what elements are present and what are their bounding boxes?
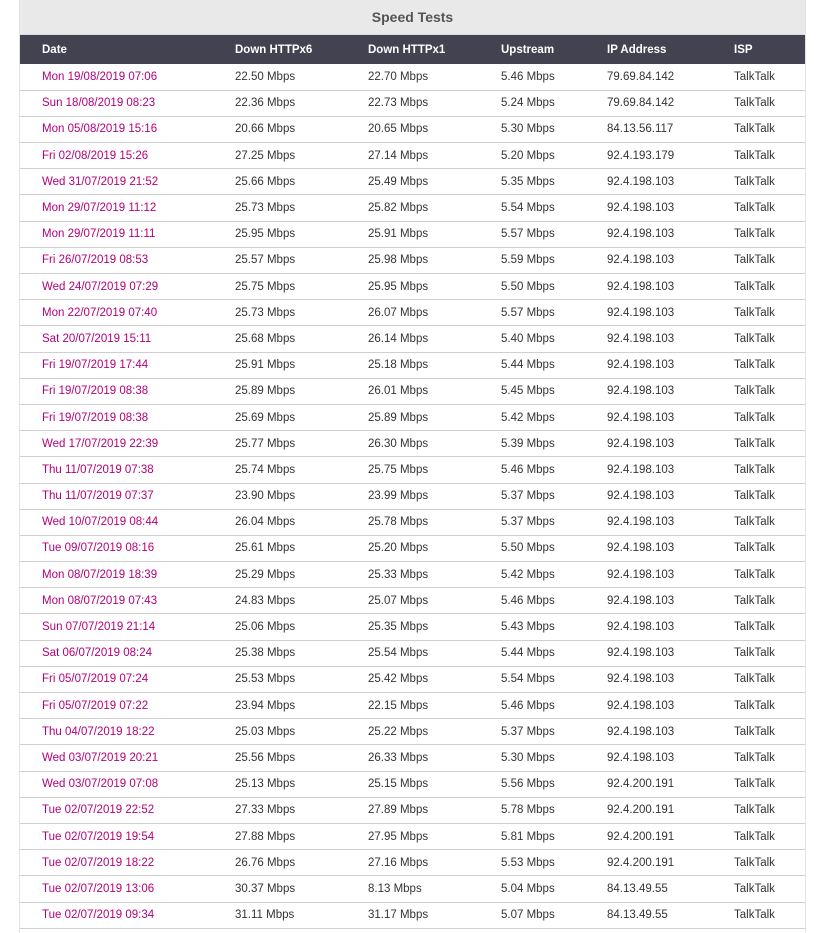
ip-address-cell: 92.4.198.103 (607, 457, 734, 483)
isp-cell: TalkTalk (734, 352, 806, 378)
isp-cell: TalkTalk (734, 693, 806, 719)
date-cell[interactable]: Tue 02/07/2019 19:54 (20, 823, 235, 849)
upstream-cell: 5.44 Mbps (501, 352, 607, 378)
down-httpx1-cell: 25.07 Mbps (368, 588, 501, 614)
ip-address-cell: 84.13.56.117 (607, 116, 734, 142)
down-httpx1-cell: 25.78 Mbps (368, 509, 501, 535)
table-row (20, 614, 806, 640)
upstream-cell: 5.81 Mbps (501, 823, 607, 849)
date-cell[interactable]: Tue 09/07/2019 08:16 (20, 535, 235, 561)
isp-cell: TalkTalk (734, 483, 806, 509)
date-cell[interactable]: Tue 02/07/2019 13:06 (20, 876, 235, 902)
upstream-cell: 5.04 Mbps (501, 876, 607, 902)
down-httpx6-cell: 25.03 Mbps (235, 719, 368, 745)
date-cell[interactable]: Fri 19/07/2019 17:44 (20, 352, 235, 378)
speed-tests-panel (19, 0, 806, 933)
ip-address-cell: 92.4.198.103 (607, 195, 734, 221)
down-httpx1-cell: 27.16 Mbps (368, 850, 501, 876)
down-httpx6-cell: 25.38 Mbps (235, 640, 368, 666)
ip-address-cell: 92.4.198.103 (607, 483, 734, 509)
ip-address-cell: 92.4.198.103 (607, 509, 734, 535)
isp-cell: TalkTalk (734, 431, 806, 457)
down-httpx1-cell: 25.54 Mbps (368, 640, 501, 666)
table-row (20, 483, 806, 509)
ip-address-cell: 79.69.84.142 (607, 64, 734, 90)
ip-address-cell: 92.4.198.103 (607, 221, 734, 247)
ip-address-cell: 92.4.200.191 (607, 823, 734, 849)
ip-address-cell: 92.4.198.103 (607, 588, 734, 614)
upstream-cell: 5.42 Mbps (501, 404, 607, 430)
isp-cell: TalkTalk (734, 221, 806, 247)
ip-address-cell: 92.4.198.103 (607, 614, 734, 640)
down-httpx6-cell: 25.68 Mbps (235, 326, 368, 352)
date-cell[interactable]: Sun 07/07/2019 21:14 (20, 614, 235, 640)
table-row (20, 195, 806, 221)
table-row (20, 169, 806, 195)
isp-cell: TalkTalk (734, 378, 806, 404)
down-httpx1-cell: 27.14 Mbps (368, 143, 501, 169)
upstream-cell: 5.43 Mbps (501, 614, 607, 640)
date-cell[interactable]: Mon 29/07/2019 11:12 (20, 195, 235, 221)
ip-address-cell: 92.4.198.103 (607, 745, 734, 771)
isp-cell: TalkTalk (734, 902, 806, 928)
table-row (20, 116, 806, 142)
down-httpx6-cell: 31.11 Mbps (235, 902, 368, 928)
down-httpx1-cell: 22.73 Mbps (368, 90, 501, 116)
date-cell[interactable]: Wed 24/07/2019 07:29 (20, 274, 235, 300)
down-httpx6-cell: 27.88 Mbps (235, 823, 368, 849)
down-httpx1-cell: 31.17 Mbps (368, 902, 501, 928)
date-cell[interactable]: Sat 20/07/2019 15:11 (20, 326, 235, 352)
upstream-cell: 5.54 Mbps (501, 666, 607, 692)
upstream-cell: 5.37 Mbps (501, 509, 607, 535)
ip-address-cell: 92.4.198.103 (607, 562, 734, 588)
down-httpx6-cell: 23.90 Mbps (235, 483, 368, 509)
ip-address-cell: 92.4.198.103 (607, 352, 734, 378)
date-cell[interactable]: Mon 08/07/2019 18:39 (20, 562, 235, 588)
table-row (20, 876, 806, 902)
table-header-row (20, 35, 806, 64)
down-httpx6-cell: 25.91 Mbps (235, 352, 368, 378)
upstream-cell: 5.59 Mbps (501, 247, 607, 273)
ip-address-cell: 92.4.198.103 (607, 300, 734, 326)
down-httpx1-cell: 26.01 Mbps (368, 378, 501, 404)
down-httpx6-cell: 27.33 Mbps (235, 797, 368, 823)
down-httpx6-cell: 25.95 Mbps (235, 221, 368, 247)
down-httpx1-cell: 25.82 Mbps (368, 195, 501, 221)
date-cell[interactable]: Tue 02/07/2019 18:22 (20, 850, 235, 876)
down-httpx1-cell: 25.95 Mbps (368, 274, 501, 300)
isp-cell: TalkTalk (734, 195, 806, 221)
down-httpx6-cell: 25.06 Mbps (235, 614, 368, 640)
table-row (20, 300, 806, 326)
isp-cell: TalkTalk (734, 457, 806, 483)
isp-cell: TalkTalk (734, 64, 806, 90)
down-httpx1-cell: 26.33 Mbps (368, 745, 501, 771)
table-row (20, 457, 806, 483)
column-header-upstream[interactable]: Upstream (501, 43, 555, 56)
table-row (20, 823, 806, 849)
date-cell[interactable]: Tue 02/07/2019 22:52 (20, 797, 235, 823)
table-row (20, 850, 806, 876)
upstream-cell: 5.50 Mbps (501, 535, 607, 561)
down-httpx1-cell: 23.99 Mbps (368, 483, 501, 509)
upstream-cell: 5.24 Mbps (501, 90, 607, 116)
ip-address-cell: 92.4.198.103 (607, 247, 734, 273)
isp-cell: TalkTalk (734, 90, 806, 116)
down-httpx1-cell: 25.42 Mbps (368, 666, 501, 692)
down-httpx6-cell: 30.37 Mbps (235, 876, 368, 902)
date-cell[interactable]: Thu 11/07/2019 07:38 (20, 457, 235, 483)
upstream-cell: 5.54 Mbps (501, 195, 607, 221)
upstream-cell: 5.35 Mbps (501, 169, 607, 195)
date-cell[interactable]: Tue 02/07/2019 09:34 (20, 902, 235, 928)
isp-cell: TalkTalk (734, 640, 806, 666)
table-row (20, 693, 806, 719)
table-row (20, 247, 806, 273)
date-cell[interactable]: Wed 17/07/2019 22:39 (20, 431, 235, 457)
down-httpx1-cell: 27.95 Mbps (368, 823, 501, 849)
upstream-cell: 5.42 Mbps (501, 562, 607, 588)
upstream-cell: 5.53 Mbps (501, 850, 607, 876)
down-httpx1-cell: 22.15 Mbps (368, 693, 501, 719)
down-httpx6-cell: 24.83 Mbps (235, 588, 368, 614)
table-row (20, 640, 806, 666)
ip-address-cell: 92.4.198.103 (607, 404, 734, 430)
ip-address-cell: 84.13.49.55 (607, 902, 734, 928)
isp-cell: TalkTalk (734, 771, 806, 797)
down-httpx1-cell: 26.14 Mbps (368, 326, 501, 352)
ip-address-cell: 92.4.200.191 (607, 797, 734, 823)
ip-address-cell: 92.4.198.103 (607, 274, 734, 300)
isp-cell: TalkTalk (734, 169, 806, 195)
upstream-cell: 5.37 Mbps (501, 719, 607, 745)
table-row (20, 274, 806, 300)
down-httpx6-cell: 25.75 Mbps (235, 274, 368, 300)
isp-cell: TalkTalk (734, 535, 806, 561)
table-row (20, 221, 806, 247)
upstream-cell: 5.46 Mbps (501, 64, 607, 90)
upstream-cell: 5.78 Mbps (501, 797, 607, 823)
upstream-cell: 5.46 Mbps (501, 693, 607, 719)
date-cell[interactable]: Fri 05/07/2019 07:22 (20, 693, 235, 719)
table-header (20, 35, 806, 64)
column-header-ip-address[interactable]: IP Address (607, 43, 667, 56)
down-httpx6-cell: 25.73 Mbps (235, 300, 368, 326)
down-httpx6-cell: 26.76 Mbps (235, 850, 368, 876)
table-row (20, 352, 806, 378)
down-httpx6-cell: 23.94 Mbps (235, 693, 368, 719)
down-httpx1-cell: 25.98 Mbps (368, 247, 501, 273)
table-row (20, 90, 806, 116)
column-header-isp[interactable]: ISP (734, 43, 753, 56)
date-cell[interactable]: Thu 11/07/2019 07:37 (20, 483, 235, 509)
ip-address-cell: 92.4.198.103 (607, 378, 734, 404)
date-cell[interactable]: Mon 08/07/2019 07:43 (20, 588, 235, 614)
isp-cell: TalkTalk (734, 562, 806, 588)
ip-address-cell: 92.4.198.103 (607, 640, 734, 666)
table-row (20, 326, 806, 352)
table-body (20, 64, 806, 928)
down-httpx1-cell: 25.49 Mbps (368, 169, 501, 195)
ip-address-cell: 92.4.198.103 (607, 326, 734, 352)
ip-address-cell: 92.4.198.103 (607, 693, 734, 719)
ip-address-cell: 79.69.84.142 (607, 90, 734, 116)
down-httpx1-cell: 20.65 Mbps (368, 116, 501, 142)
isp-cell: TalkTalk (734, 274, 806, 300)
isp-cell: TalkTalk (734, 614, 806, 640)
ip-address-cell: 92.4.198.103 (607, 666, 734, 692)
date-cell[interactable]: Thu 04/07/2019 18:22 (20, 719, 235, 745)
down-httpx6-cell: 25.77 Mbps (235, 431, 368, 457)
isp-cell: TalkTalk (734, 509, 806, 535)
date-cell[interactable]: Wed 10/07/2019 08:44 (20, 509, 235, 535)
isp-cell: TalkTalk (734, 143, 806, 169)
upstream-cell: 5.50 Mbps (501, 274, 607, 300)
isp-cell: TalkTalk (734, 850, 806, 876)
ip-address-cell: 92.4.198.103 (607, 535, 734, 561)
upstream-cell: 5.46 Mbps (501, 457, 607, 483)
date-cell[interactable]: Wed 03/07/2019 07:08 (20, 771, 235, 797)
down-httpx1-cell: 25.35 Mbps (368, 614, 501, 640)
down-httpx1-cell: 26.07 Mbps (368, 300, 501, 326)
ip-address-cell: 84.13.49.55 (607, 876, 734, 902)
table-row (20, 535, 806, 561)
table-row (20, 745, 806, 771)
date-cell[interactable]: Fri 02/08/2019 15:26 (20, 143, 235, 169)
down-httpx6-cell: 25.57 Mbps (235, 247, 368, 273)
upstream-cell: 5.40 Mbps (501, 326, 607, 352)
date-cell[interactable]: Fri 19/07/2019 08:38 (20, 378, 235, 404)
isp-cell: TalkTalk (734, 666, 806, 692)
upstream-cell: 5.39 Mbps (501, 431, 607, 457)
column-header-date[interactable]: Date (42, 43, 67, 56)
date-cell[interactable]: Fri 19/07/2019 08:38 (20, 404, 235, 430)
down-httpx6-cell: 25.53 Mbps (235, 666, 368, 692)
upstream-cell: 5.07 Mbps (501, 902, 607, 928)
down-httpx6-cell: 25.56 Mbps (235, 745, 368, 771)
ip-address-cell: 92.4.200.191 (607, 771, 734, 797)
isp-cell: TalkTalk (734, 300, 806, 326)
down-httpx1-cell: 8.13 Mbps (368, 876, 501, 902)
date-cell[interactable]: Sun 18/08/2019 08:23 (20, 90, 235, 116)
ip-address-cell: 92.4.198.103 (607, 169, 734, 195)
down-httpx6-cell: 22.50 Mbps (235, 64, 368, 90)
ip-address-cell: 92.4.193.179 (607, 143, 734, 169)
table-row (20, 797, 806, 823)
column-header-down-httpx1[interactable]: Down HTTPx1 (368, 43, 446, 56)
ip-address-cell: 92.4.198.103 (607, 719, 734, 745)
down-httpx6-cell: 22.36 Mbps (235, 90, 368, 116)
table-row (20, 771, 806, 797)
ip-address-cell: 92.4.198.103 (607, 431, 734, 457)
down-httpx1-cell: 25.20 Mbps (368, 535, 501, 561)
table-row (20, 143, 806, 169)
down-httpx6-cell: 25.89 Mbps (235, 378, 368, 404)
down-httpx6-cell: 25.69 Mbps (235, 404, 368, 430)
down-httpx1-cell: 26.30 Mbps (368, 431, 501, 457)
speed-tests-table (20, 35, 806, 929)
table-row (20, 588, 806, 614)
upstream-cell: 5.56 Mbps (501, 771, 607, 797)
upstream-cell: 5.30 Mbps (501, 116, 607, 142)
column-header-down-httpx6[interactable]: Down HTTPx6 (235, 43, 313, 56)
table-row (20, 902, 806, 928)
table-row (20, 378, 806, 404)
ip-address-cell: 92.4.200.191 (607, 850, 734, 876)
down-httpx1-cell: 25.89 Mbps (368, 404, 501, 430)
isp-cell: TalkTalk (734, 116, 806, 142)
table-row (20, 64, 806, 90)
down-httpx1-cell: 25.15 Mbps (368, 771, 501, 797)
upstream-cell: 5.46 Mbps (501, 588, 607, 614)
down-httpx1-cell: 25.91 Mbps (368, 221, 501, 247)
upstream-cell: 5.30 Mbps (501, 745, 607, 771)
down-httpx1-cell: 25.33 Mbps (368, 562, 501, 588)
panel-title: Speed Tests (20, 0, 805, 35)
down-httpx1-cell: 25.75 Mbps (368, 457, 501, 483)
date-cell[interactable]: Fri 26/07/2019 08:53 (20, 247, 235, 273)
table-row (20, 719, 806, 745)
date-cell[interactable]: Mon 29/07/2019 11:11 (20, 221, 235, 247)
down-httpx1-cell: 27.89 Mbps (368, 797, 501, 823)
isp-cell: TalkTalk (734, 876, 806, 902)
table-row (20, 431, 806, 457)
upstream-cell: 5.57 Mbps (501, 300, 607, 326)
down-httpx1-cell: 25.18 Mbps (368, 352, 501, 378)
upstream-cell: 5.45 Mbps (501, 378, 607, 404)
date-cell[interactable]: Wed 31/07/2019 21:52 (20, 169, 235, 195)
isp-cell: TalkTalk (734, 719, 806, 745)
upstream-cell: 5.20 Mbps (501, 143, 607, 169)
date-cell[interactable]: Mon 22/07/2019 07:40 (20, 300, 235, 326)
table-row (20, 666, 806, 692)
isp-cell: TalkTalk (734, 404, 806, 430)
table-row (20, 404, 806, 430)
isp-cell: TalkTalk (734, 247, 806, 273)
down-httpx6-cell: 20.66 Mbps (235, 116, 368, 142)
isp-cell: TalkTalk (734, 823, 806, 849)
down-httpx6-cell: 25.29 Mbps (235, 562, 368, 588)
date-cell[interactable]: Mon 19/08/2019 07:06 (20, 64, 235, 90)
down-httpx1-cell: 25.22 Mbps (368, 719, 501, 745)
isp-cell: TalkTalk (734, 745, 806, 771)
down-httpx1-cell: 22.70 Mbps (368, 64, 501, 90)
table-row (20, 562, 806, 588)
date-cell[interactable]: Sat 06/07/2019 08:24 (20, 640, 235, 666)
down-httpx6-cell: 27.25 Mbps (235, 143, 368, 169)
down-httpx6-cell: 25.61 Mbps (235, 535, 368, 561)
upstream-cell: 5.44 Mbps (501, 640, 607, 666)
table-row (20, 509, 806, 535)
down-httpx6-cell: 25.73 Mbps (235, 195, 368, 221)
down-httpx6-cell: 25.13 Mbps (235, 771, 368, 797)
upstream-cell: 5.57 Mbps (501, 221, 607, 247)
isp-cell: TalkTalk (734, 326, 806, 352)
date-cell[interactable]: Wed 03/07/2019 20:21 (20, 745, 235, 771)
date-cell[interactable]: Mon 05/08/2019 15:16 (20, 116, 235, 142)
isp-cell: TalkTalk (734, 588, 806, 614)
upstream-cell: 5.37 Mbps (501, 483, 607, 509)
date-cell[interactable]: Fri 05/07/2019 07:24 (20, 666, 235, 692)
down-httpx6-cell: 25.66 Mbps (235, 169, 368, 195)
down-httpx6-cell: 25.74 Mbps (235, 457, 368, 483)
isp-cell: TalkTalk (734, 797, 806, 823)
down-httpx6-cell: 26.04 Mbps (235, 509, 368, 535)
